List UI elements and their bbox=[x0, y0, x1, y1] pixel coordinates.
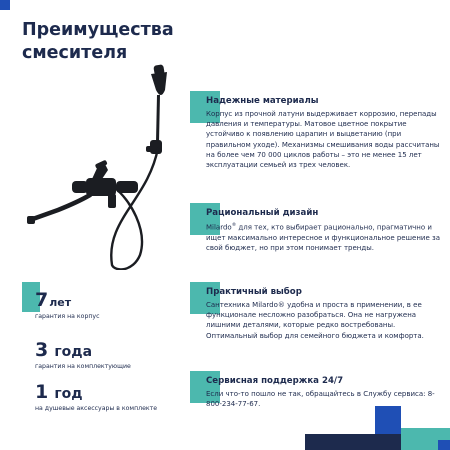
decor-block bbox=[305, 434, 405, 450]
feature-text: Корпус из прочной латуни выдерживает коррозию, перепады давления и температуры. Матовое цветное покрытие устойчиво к появлению царапин и выцветанию (при правильном уходе). Механизмы смешивания воды рассчитаны на более чем 70 000 циклов работы – это не менее 15 лет эксплуатации семьей из трех человек. bbox=[206, 110, 440, 170]
feature-practical bbox=[206, 287, 442, 341]
warranty-number: 1 bbox=[35, 381, 49, 403]
feature-title: Сервисная поддержка 24/7 bbox=[206, 376, 344, 386]
warranty-description: гарантия на корпус bbox=[35, 313, 100, 320]
corner-accent bbox=[0, 0, 10, 10]
feature-title: Рациональный дизайн bbox=[206, 208, 319, 218]
warranty-number: 7 bbox=[35, 289, 49, 311]
warranty-body bbox=[35, 290, 100, 320]
decor-block bbox=[438, 440, 450, 450]
feature-text: Если что-то пошло не так, обращайтесь в Службу сервиса: 8-800-234-77-67. bbox=[206, 390, 435, 409]
page-title bbox=[22, 19, 174, 65]
feature-materials bbox=[206, 96, 442, 170]
warranty-unit: лет bbox=[49, 296, 72, 309]
title-line-2: смесителя bbox=[22, 43, 128, 63]
warranty-unit: год bbox=[54, 386, 83, 402]
feature-design bbox=[206, 208, 442, 253]
faucet-illustration-icon bbox=[20, 60, 205, 270]
feature-support bbox=[206, 376, 442, 409]
feature-text-body: для тех, кто выбирает рационально, прагматично и ищет максимально интересное и функциональное решение за свой бюджет, но при этом понимает тренды. bbox=[206, 223, 440, 252]
feature-title: Надежные материалы bbox=[206, 96, 319, 106]
registered-mark: ® bbox=[231, 223, 237, 228]
warranty-components bbox=[35, 340, 131, 370]
warranty-number: 3 bbox=[35, 339, 49, 361]
warranty-accessories bbox=[35, 382, 157, 412]
feature-title: Практичный выбор bbox=[206, 287, 302, 297]
title-line-1: Преимущества bbox=[22, 20, 174, 40]
feature-text: Сантехника Milardo® удобна и проста в применении, в ее функционале несложно разобраться. Она не нагружена лишними деталями, которые редко востребованы. Оптимальный выбор для семейного бюджета и комфорта. bbox=[206, 301, 424, 340]
warranty-unit: года bbox=[54, 344, 93, 360]
warranty-description: на душевые аксессуары в комплекте bbox=[35, 405, 158, 412]
feature-text bbox=[206, 221, 442, 253]
warranty-description: гарантия на комплектующие bbox=[35, 363, 131, 370]
brand-name: Milardo bbox=[206, 223, 232, 232]
